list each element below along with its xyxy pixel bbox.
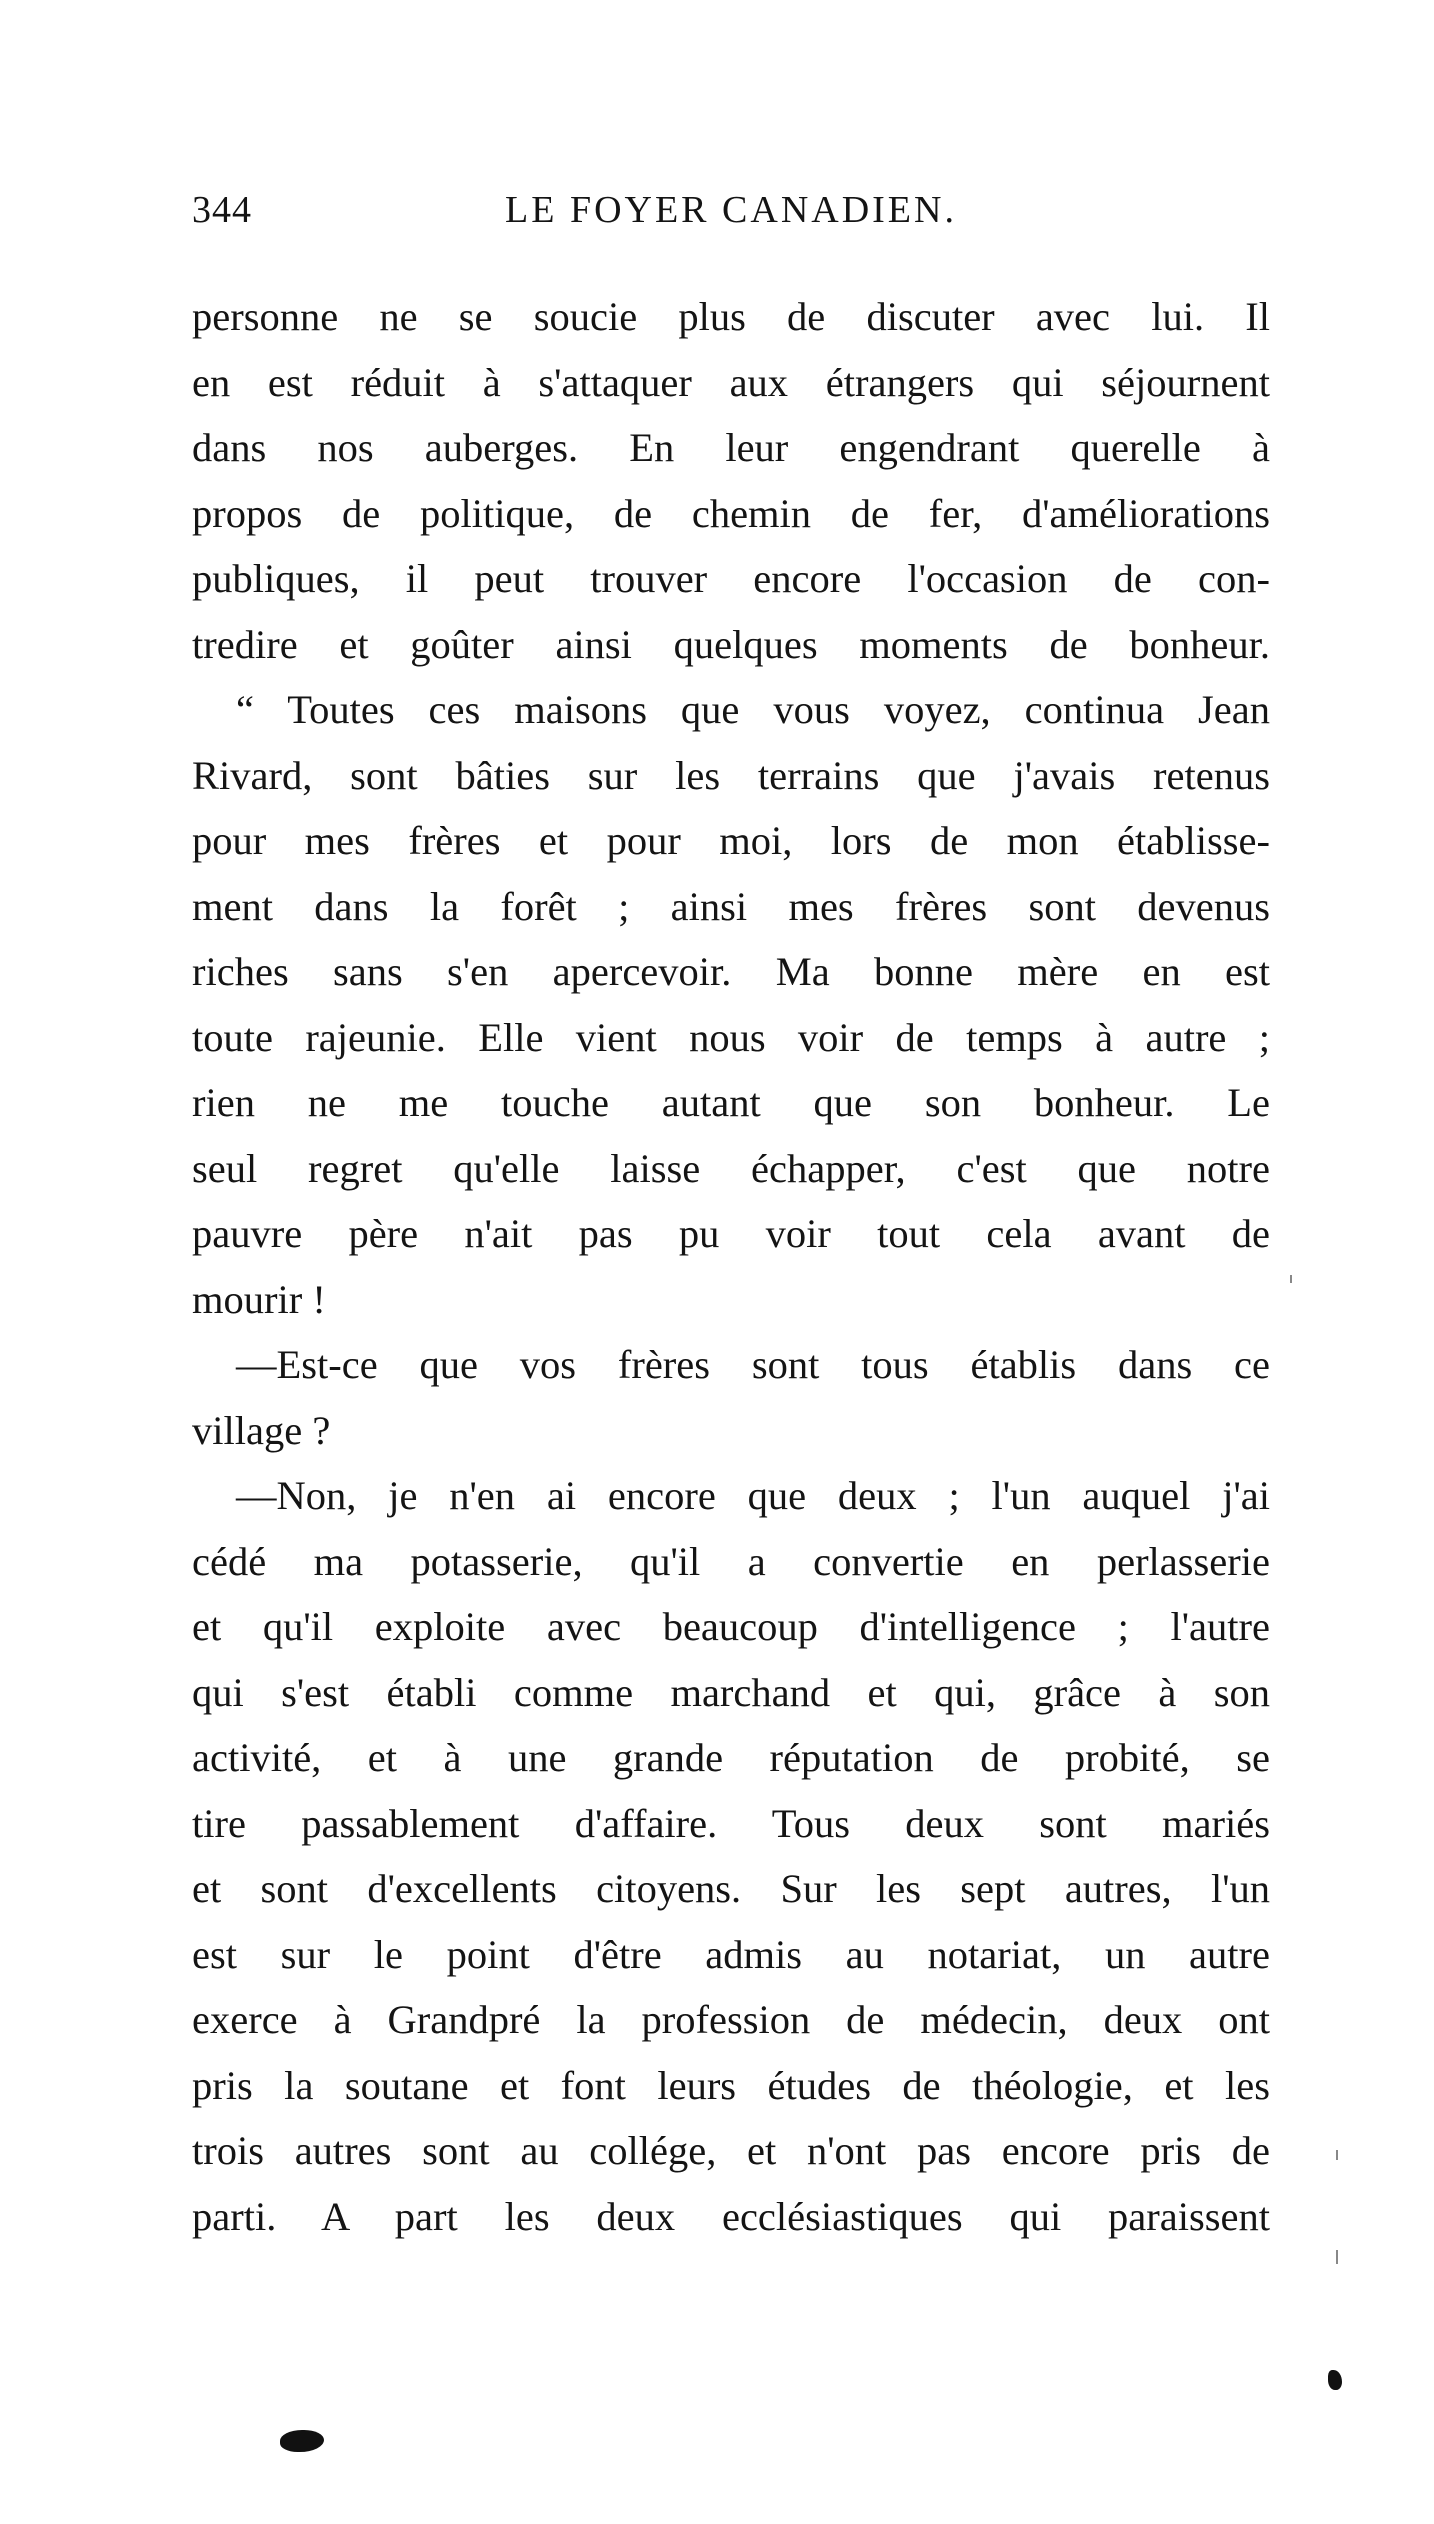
text-line: qui s'est établi comme marchand et qui, grâce à son bbox=[192, 1669, 1270, 1715]
text-line: —Est-ce que vos frères sont tous établis dans ce bbox=[236, 1342, 1270, 1387]
text-line: publiques, il peut trouver encore l'occasion de con- bbox=[192, 556, 1270, 601]
text-line: riches sans s'en apercevoir. Ma bonne mère en est bbox=[192, 949, 1270, 994]
text-line: personne ne se soucie plus de discuter avec lui. Il bbox=[192, 294, 1270, 339]
text-line: parti. A part les deux ecclésiastiques qui paraissent bbox=[192, 2193, 1270, 2239]
text-line: propos de politique, de chemin de fer, d'améliorations bbox=[192, 490, 1270, 536]
text-line: ment dans la forêt ; ainsi mes frères sont devenus bbox=[192, 883, 1270, 929]
text-line: cédé ma potasserie, qu'il a convertie en perlasserie bbox=[192, 1538, 1270, 1584]
text-line: tredire et goûter ainsi quelques moments de bonheur. bbox=[192, 621, 1270, 667]
scan-speck bbox=[1290, 1275, 1292, 1283]
text-line: rien ne me touche autant que son bonheur. Le bbox=[192, 1080, 1270, 1125]
text-line: est sur le point d'être admis au notariat, un autre bbox=[192, 1931, 1270, 1977]
text-line: pauvre père n'ait pas pu voir tout cela avant de bbox=[192, 1211, 1270, 1256]
text-line: Rivard, sont bâties sur les terrains que j'avais retenus bbox=[192, 752, 1270, 798]
text-line: exerce à Grandpré la profession de médecin, deux ont bbox=[192, 1997, 1270, 2042]
text-line: dans nos auberges. En leur engendrant querelle à bbox=[192, 425, 1270, 470]
text-line: tire passablement d'affaire. Tous deux sont mariés bbox=[192, 1800, 1270, 1846]
text-line: et qu'il exploite avec beaucoup d'intelligence ; l'autre bbox=[192, 1604, 1270, 1649]
text-line: pour mes frères et pour moi, lors de mon établisse- bbox=[192, 818, 1270, 863]
scan-speck bbox=[1336, 2250, 1338, 2264]
ink-blot bbox=[280, 2430, 324, 2452]
scan-speck bbox=[1336, 2150, 1338, 2160]
text-line: trois autres sont au collége, et n'ont pas encore pris de bbox=[192, 2128, 1270, 2173]
running-title: LE FOYER CANADIEN. bbox=[505, 189, 957, 231]
text-line: et sont d'excellents citoyens. Sur les sept autres, l'un bbox=[192, 1866, 1270, 1911]
text-line: activité, et à une grande réputation de probité, se bbox=[192, 1735, 1270, 1780]
body-text bbox=[192, 284, 1270, 2249]
text-line: en est réduit à s'attaquer aux étrangers qui séjournent bbox=[192, 359, 1270, 405]
text-line: seul regret qu'elle laisse échapper, c'est que notre bbox=[192, 1145, 1270, 1191]
text-line: village ? bbox=[192, 1407, 331, 1453]
page-header bbox=[192, 188, 1270, 244]
text-line: pris la soutane et font leurs études de théologie, et les bbox=[192, 2062, 1270, 2108]
text-line: mourir ! bbox=[192, 1276, 326, 1322]
page-number: 344 bbox=[192, 189, 252, 231]
text-line: —Non, je n'en ai encore que deux ; l'un auquel j'ai bbox=[236, 1473, 1270, 1518]
text-line: toute rajeunie. Elle vient nous voir de temps à autre ; bbox=[192, 1014, 1270, 1060]
text-line: “ Toutes ces maisons que vous voyez, continua Jean bbox=[236, 687, 1270, 732]
ink-blot bbox=[1328, 2370, 1342, 2390]
